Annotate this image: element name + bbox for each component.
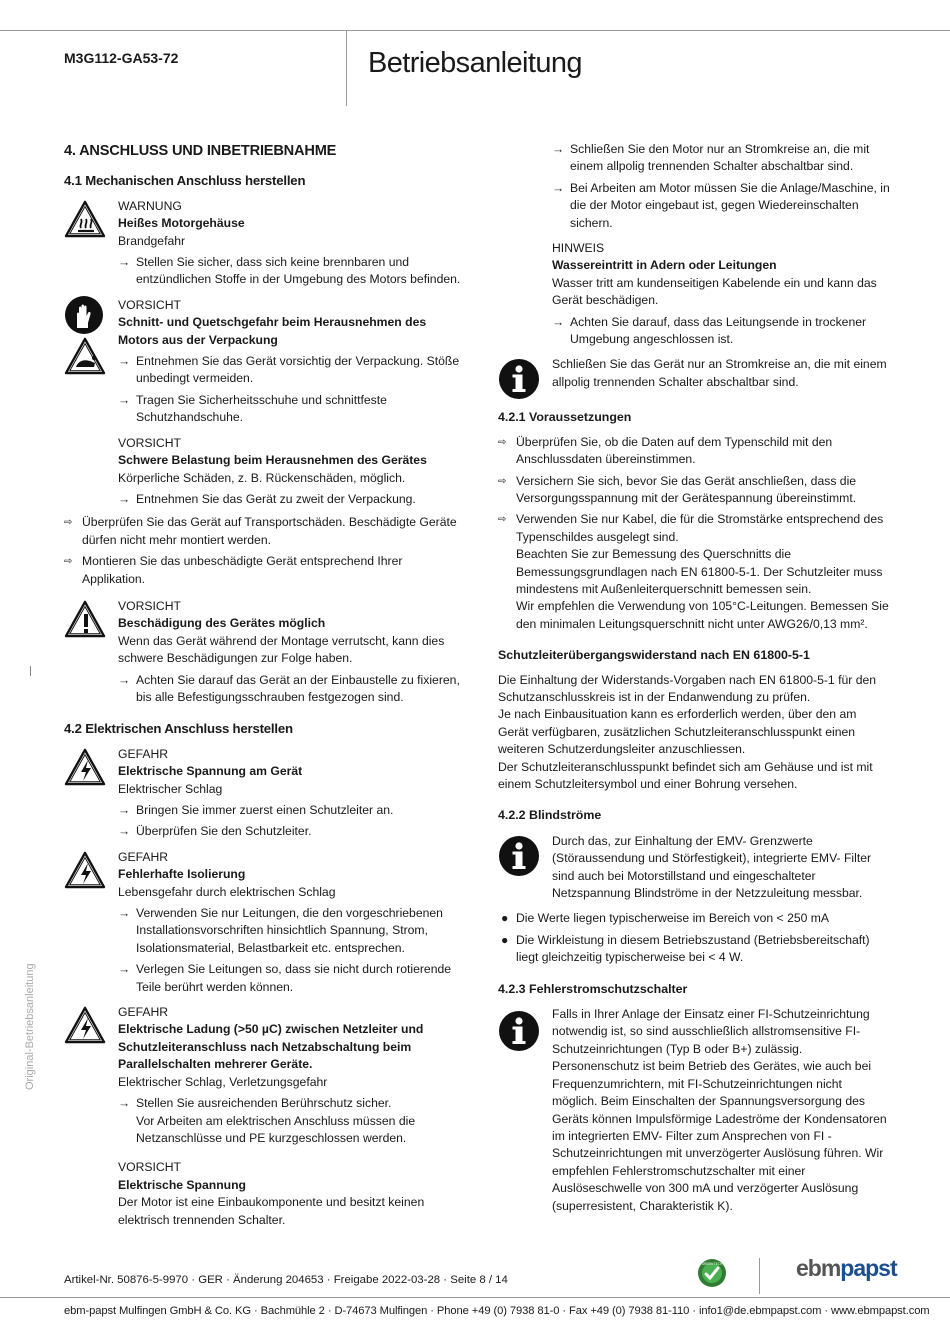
notice-action: → Verwenden Sie nur Leitungen, die den vorgeschriebenen Installationsvorschriften hinsichtlich Spannung, Strom, Isolationsmaterial, Belastbarkeit etc. entsprechen. xyxy=(118,905,468,957)
notice-action: → Bringen Sie immer zuerst einen Schutzleiter an. xyxy=(118,802,468,819)
safety-notice-hot-surface xyxy=(64,198,468,289)
safety-notice-cut-crush xyxy=(64,297,468,427)
notice-title: Beschädigung des Gerätes möglich xyxy=(118,616,326,631)
notice-severity: VORSICHT xyxy=(118,1160,181,1175)
header-rule xyxy=(0,30,950,31)
step-arrow-icon: ⇨ xyxy=(498,514,507,526)
notice-title: Heißes Motorgehäuse xyxy=(118,216,245,231)
notice-text: Elektrischer Schlag, Verletzungsgefahr xyxy=(118,1074,328,1089)
ebmpapst-logo: ebmpapst xyxy=(796,1255,897,1281)
safety-notice-charge xyxy=(64,1004,468,1147)
notice-title: Schwere Belastung beim Herausnehmen des Gerätes xyxy=(118,453,427,468)
high-voltage-warning-icon xyxy=(64,1006,106,1044)
notice-severity: WARNUNG xyxy=(118,198,182,213)
notice-title: Wassereintritt in Adern oder Leitungen xyxy=(552,258,777,273)
notice-text: Elektrischer Schlag xyxy=(118,781,223,796)
step-item: ⇨ Überprüfen Sie das Gerät auf Transportschäden. Beschädigte Geräte dürfen nicht mehr montiert werden. xyxy=(64,515,457,547)
notice-text: Wasser tritt am kundenseitigen Kabelende ein und kann das Gerät beschädigen. xyxy=(552,275,877,308)
list-item: ● Die Werte liegen typischerweise im Bereich von < 250 mA xyxy=(501,911,830,926)
list-item: ● Die Wirkleistung in diesem Betriebszustand (Betriebsbereitschaft) liegt gleichzeitig typischerweise bei < 4 W. xyxy=(501,932,870,965)
subsection-title-4-2-3: 4.2.3 Fehlerstromschutzschalter xyxy=(498,981,688,996)
step-item: ⇨ Überprüfen Sie, ob die Daten auf dem Typenschild mit den Anschlussdaten übereinstimmen. xyxy=(498,434,833,467)
notice-title: Elektrische Ladung (>50 µC) zwischen Netzleiter und Schutzleiteranschluss nach Netzabschaltung beim Parallelschalten mehrerer Geräte. xyxy=(118,1022,424,1072)
info-icon xyxy=(498,1010,540,1052)
safety-notice-heavy-load xyxy=(64,435,468,509)
notice-action: → Entnehmen Sie das Gerät vorsichtig der Verpackung. Stöße unbedingt vermeiden. xyxy=(118,353,468,388)
notice-action: → Stellen Sie ausreichenden Berührschutz sicher. Vor Arbeiten am elektrischen Anschluss müssen die Netzanschlüsse und PE kurzgeschlossen werden. xyxy=(118,1095,468,1147)
notice-text: Wenn das Gerät während der Montage verrutscht, kann dies schwere Beschädigungen zur Folge haben. xyxy=(118,633,445,666)
step-arrow-icon: ⇨ xyxy=(64,556,73,568)
info-text: Falls in Ihrer Anlage der Einsatz einer FI-Schutzeinrichtung notwendig ist, so sind ausschließlich allstromsensitive FI-Schutzeinrichtungen (Typ B oder B+) zulässig. Personenschutz ist beim Betrieb des Gerätes, wie auch bei Frequenzumrichtern, mit FI-Schutzeinrichtungen nicht möglich. Beim Einschalten der Spannungsversorgung des Geräts können Impulsförmige Ladeströme der Kondensatoren im integrierten EMV- Filter zum Ansprechen von FI - Schutzeinrichtungen mit unverzögerter Auslösung führen. Wir empfehlen Fehlerstromschutzschalter mit einer Auslöseschwelle von 300 mA und verzögerter Auslösung (superresistent, Charakteristik K). xyxy=(552,1007,887,1213)
step-item: ⇨ Montieren Sie das unbeschädigte Gerät entsprechend Ihrer Applikation. xyxy=(64,554,403,586)
safety-notice-voltage xyxy=(64,746,468,841)
left-column xyxy=(64,143,468,1235)
notice-text: Brandgefahr xyxy=(118,233,186,248)
header-divider xyxy=(346,30,347,106)
safety-notice-damage xyxy=(64,598,468,706)
exclamation-warning-icon xyxy=(64,600,106,638)
info-text: Durch das, zur Einhaltung der EMV- Grenzwerte (Störaussendung und Störfestigkeit), integrierte EMV- Filter sind auch bei Motorstillstand und eingeschalteter Netzspannung Blindströme in der Netzzuleitung messbar. xyxy=(552,833,872,901)
step-item: ⇨ Versichern Sie sich, bevor Sie das Gerät anschließen, dass die Versorgungsspannung mit der Gerätespannung übereinstimmt. xyxy=(498,473,857,505)
notice-action: → Entnehmen Sie das Gerät zu zweit der Verpackung. xyxy=(118,491,468,508)
notice-action: → Tragen Sie Sicherheitsschuhe und schnittfeste Schutzhandschuhe. xyxy=(118,392,468,427)
high-voltage-warning-icon xyxy=(64,748,106,786)
subsection-title-4-2: 4.2 Elektrischen Anschluss herstellen xyxy=(64,721,293,737)
right-column xyxy=(498,141,890,1223)
info-note-rcd xyxy=(498,1006,890,1215)
brand-divider xyxy=(759,1258,760,1294)
notice-text: Der Motor ist eine Einbaukomponente und besitzt keinen elektrisch trennenden Schalter. xyxy=(118,1195,425,1227)
document-title: Betriebsanleitung xyxy=(368,47,582,79)
notice-action: → Bei Arbeiten am Motor müssen Sie die Anlage/Maschine, in die der Motor eingebaut ist, gegen Wiedereinschalten sichern. xyxy=(552,180,890,232)
glove-icon xyxy=(64,295,106,375)
info-icon xyxy=(498,835,540,877)
document-id: M3G112-GA53-72 xyxy=(64,50,179,66)
notice-action: → Achten Sie darauf, dass das Leitungsende in trockener Umgebung angeschlossen ist. xyxy=(552,314,890,349)
notice-title: Schnitt- und Quetschgefahr beim Herausnehmen des Motors aus der Verpackung xyxy=(118,315,427,347)
notice-title: Fehlerhafte Isolierung xyxy=(118,867,246,882)
margin-mark xyxy=(30,666,31,676)
hinweis-notice xyxy=(498,240,890,348)
notice-severity: VORSICHT xyxy=(118,598,181,613)
notice-action: → Schließen Sie den Motor nur an Stromkreise an, die mit einem allpolig trennenden Schalter abschaltbar sind. xyxy=(552,141,890,176)
hot-surface-warning-icon xyxy=(64,200,106,238)
notice-severity: VORSICHT xyxy=(118,435,181,450)
subsection-title-4-2-2: 4.2.2 Blindströme xyxy=(498,808,602,823)
svg-text:GREEN TECH: GREEN TECH xyxy=(701,1262,723,1266)
notice-action: → Verlegen Sie Leitungen so, dass sie nicht durch rotierende Teile berührt werden können. xyxy=(118,961,468,996)
sidebar-label: Original-Betriebsanleitung xyxy=(24,963,36,1090)
green-tech-badge-icon xyxy=(697,1258,727,1288)
notice-severity: GEFAHR xyxy=(118,746,169,761)
footer-rule xyxy=(0,1297,950,1298)
step-item: ⇨ Verwenden Sie nur Kabel, die für die Stromstärke entsprechend des Typenschildes ausgelegt sind. Beachten Sie zur Bemessung des Querschnitts die Bemessungsgrundlagen nach EN 61800-5-1. Der Schutzleiter muss mindestens mit Außenleiterquerschnitt bemessen sein. Wir empfehlen die Verwendung von 105°C-Leitungen. Bemessen Sie den minimalen Leitungsquerschnitt nicht unter AWG26/0,13 mm². xyxy=(498,512,889,631)
notice-text: Lebensgefahr durch elektrischen Schlag xyxy=(118,884,336,899)
safety-notice-insulation xyxy=(64,849,468,996)
step-arrow-icon: ⇨ xyxy=(498,475,507,487)
notice-action: → Überprüfen Sie den Schutzleiter. xyxy=(118,823,468,840)
info-icon xyxy=(498,358,540,400)
pe-resistance-text: Die Einhaltung der Widerstands-Vorgaben nach EN 61800-5-1 für den Schutzanschlusskreis ist in der Endanwendung zu prüfen. Je nach Einbausituation kann es erforderlich werden, über den am Gerät verfügbaren, zusätzlichen Schutzleiteranschlusspunkt einen weiteren Schutzerdungsleiter anzuschliessen. Der Schutzleiteranschlusspunkt befindet sich am Gehäuse und ist mit einem Schutzleitersymbol und einer Bohrung versehen. xyxy=(498,672,877,791)
safety-notice-motor-switch xyxy=(64,1159,468,1229)
notice-title: Elektrische Spannung xyxy=(118,1177,246,1192)
step-arrow-icon: ⇨ xyxy=(498,436,507,448)
section-title: 4. ANSCHLUSS UND INBETRIEBNAHME xyxy=(64,143,337,159)
notice-severity: GEFAHR xyxy=(118,849,169,864)
company-address: ebm-papst Mulfingen GmbH & Co. KG · Bachmühle 2 · D-74673 Mulfingen · Phone +49 (0) 7938 81-0 · Fax +49 (0) 7938 81-110 · info1@de.ebmpapst.com · www.ebmpapst.com xyxy=(64,1305,930,1317)
notice-action: → Achten Sie darauf das Gerät an der Einbaustelle zu fixieren, bis alle Befestigungsschrauben festgezogen sind. xyxy=(118,672,468,707)
subsection-title-4-2-1: 4.2.1 Voraussetzungen xyxy=(498,410,632,425)
notice-text: Körperliche Schäden, z. B. Rückenschäden, möglich. xyxy=(118,470,406,485)
subsection-title-4-1: 4.1 Mechanischen Anschluss herstellen xyxy=(64,173,306,189)
notice-severity: GEFAHR xyxy=(118,1005,169,1020)
notice-title: Elektrische Spannung am Gerät xyxy=(118,764,303,779)
high-voltage-warning-icon xyxy=(64,851,106,889)
notice-severity: VORSICHT xyxy=(118,297,181,312)
notice-severity: HINWEIS xyxy=(552,241,605,256)
info-text: Schließen Sie das Gerät nur an Stromkreise an, die mit einem allpolig trennenden Schalter abschaltbar sind. xyxy=(552,357,887,389)
article-info: Artikel-Nr. 50876-5-9970 · GER · Änderung 204653 · Freigabe 2022-03-28 · Seite 8 / 14 xyxy=(64,1274,508,1286)
notice-action: → Stellen Sie sicher, dass sich keine brennbaren und entzündlichen Stoffe in der Umgebung des Motors befinden. xyxy=(118,254,468,289)
info-note-switch xyxy=(498,356,890,391)
step-arrow-icon: ⇨ xyxy=(64,517,73,529)
pe-resistance-title: Schutzleiterübergangswiderstand nach EN 61800-5-1 xyxy=(498,648,810,663)
info-note-reactive-current xyxy=(498,833,890,903)
